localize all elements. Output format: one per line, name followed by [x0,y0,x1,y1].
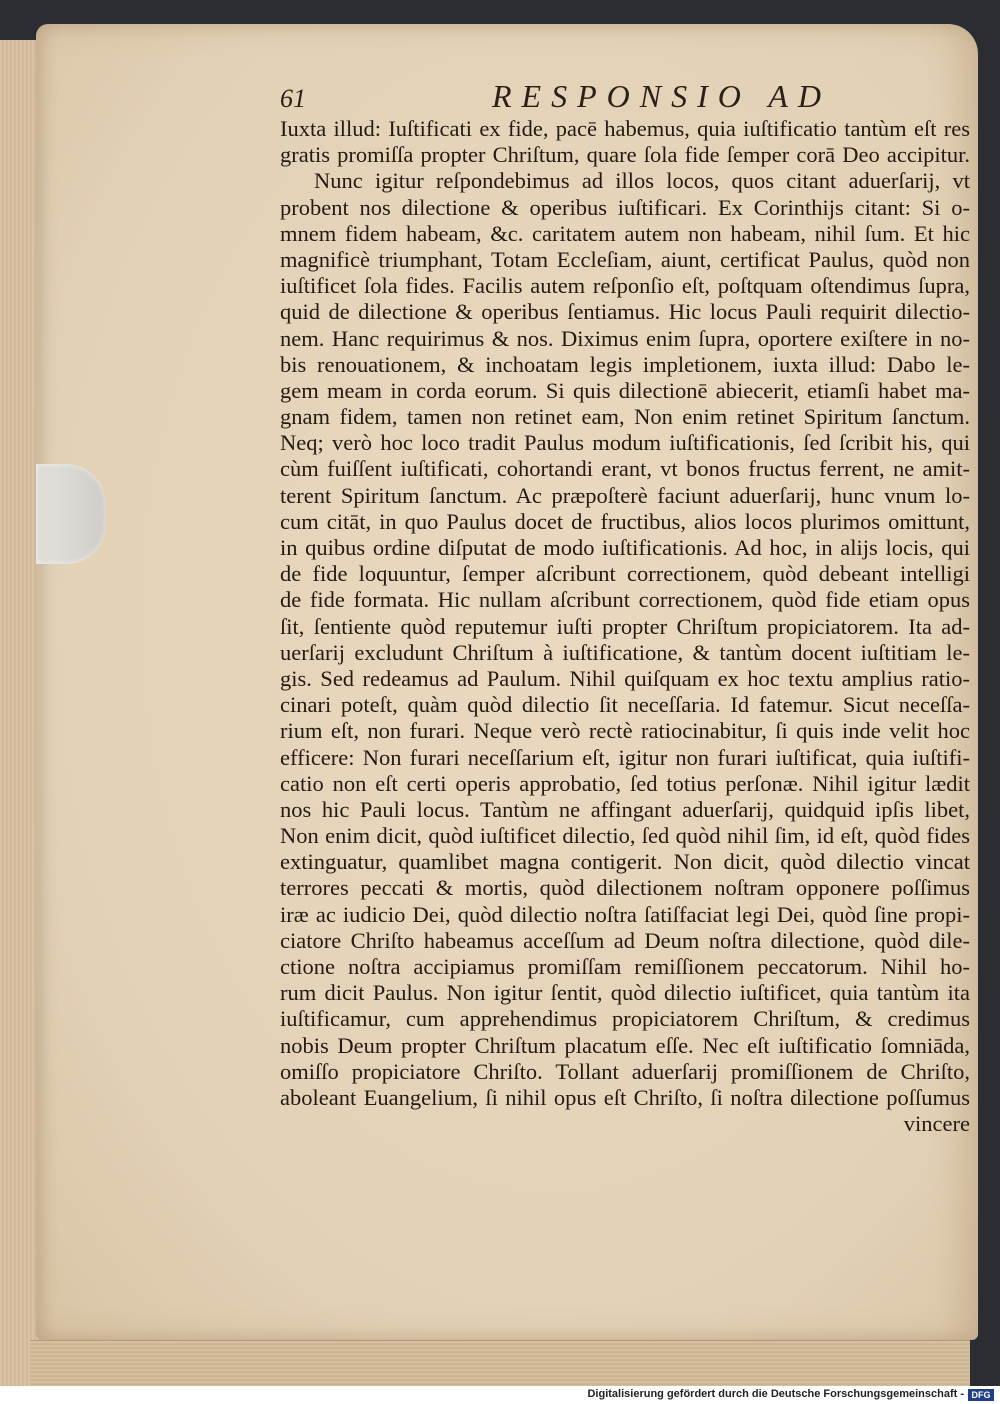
text-line: nobis Deum propter Chriſtum placatum eſſe. Nec eſt iuſtificatio ſomniāda, [280,1032,970,1058]
text-line: mnem fidem habeam, &c. caritatem autem non habeam, nihil ſum. Et hic [280,220,970,246]
text-line: gem meam in corda eorum. Si quis dilectionē abiecerit, etiamſi habet ma- [280,377,970,403]
page-number: 61 [280,84,306,113]
text-line: cum citāt, in quo Paulus docet de fructibus, alios locos plurimos omittunt, [280,508,970,534]
text-line: probent nos dilectione & operibus iuſtificari. Ex Corinthijs citant: Si o- [280,194,970,220]
text-line: Nunc igitur reſpondebimus ad illos locos, quos citant aduerſarij, vt [314,168,970,194]
text-line: aboleant Euangelium, ſi nihil opus eſt Chriſto, ſi noſtra dilectione poſſumus [280,1084,970,1110]
text-line: uerſarij excludunt Chriſtum à iuſtificatione, & tantùm docent iuſtitiam le- [280,639,970,665]
text-line: catio non eſt certi operis approbatio, ſed totius perſonæ. Nihil igitur lædit [280,770,970,796]
text-line: ctione noſtra accipiamus promiſſam remiſſionem peccatorum. Nihil ho- [280,954,970,979]
text-line: Non enim dicit, quòd iuſtificet dilectio, ſed quòd nihil ſim, id eſt, quòd fides [280,823,970,849]
dfg-logo-icon: DFG [968,1389,994,1401]
text-line: iræ ac iudicio Dei, quòd dilectio noſtra ſatiſfaciat legi Dei, quòd ſine propi- [280,901,970,927]
text-line: efficere: Non furari neceſſarium eſt, igitur non furari iuſtificat, quia iuſtifi- [280,744,970,770]
running-head: RESPONSIO AD [492,78,831,114]
text-line: rum dicit Paulus. Non igitur ſentit, quòd dilectio iuſtificet, quia tantùm ita [280,980,970,1006]
text-line: cinari poteſt, quàm quòd dilectio ſit neceſſaria. Id fatemur. Sicut neceſſa- [280,692,970,718]
book-bottom-edges [30,1340,970,1387]
text-line: quid de dilectione & operibus ſentiamus. Hic locus Pauli requirit dilectio- [280,299,970,325]
text-line: iuſtificet ſola fides. Facilis autem reſponſio eſt, poſtquam oſtendimus ſupra, [280,273,970,299]
text-line: gis. Sed redeamus ad Paulum. Nihil quiſquam ex hoc textu amplius ratio- [280,665,970,691]
text-line: iuſtificamur, cum apprehendimus propiciatorem Chriſtum, & credimus [280,1006,970,1032]
catchword: vincere [903,1111,970,1137]
text-line: de fide formata. Hic nullam aſcribunt correctionem, quòd fide etiam opus [280,587,970,613]
page-clip [36,464,106,564]
digitization-credit: Digitalisierung gefördert durch die Deutsche Forschungsgemeinschaft - [587,1388,964,1400]
body-text [280,116,970,1137]
text-line: ſit, ſentiente quòd reputemur iuſti propter Chriſtum propiciatorem. Ita ad- [280,613,970,639]
text-line: terrores peccati & mortis, quòd dilectionem noſtram opponere poſſimus [280,875,970,901]
text-line: cùm fuiſſent iuſtificati, cohortandi erant, vt bonos fructus ferrent, ne amit- [280,456,970,482]
text-line: magnificè triumphant, Totam Eccleſiam, aiunt, certificat Paulus, quòd non [280,246,970,272]
text-line: de fide loquuntur, ſemper aſcribunt correctionem, quòd debeant intelligi [280,561,970,587]
text-line: gratis promiſſa propter Chriſtum, quare ſola fide ſemper corā Deo accipitur. [280,142,970,168]
text-line: in quibus ordine diſputat de modo iuſtificationis. Ad hoc, in alijs locis, qui [280,535,970,560]
text-line: terent Spiritum ſanctum. Ac præpoſterè faciunt aduerſarij, hunc vnum lo- [280,482,970,508]
text-line: Neq; verò hoc loco tradit Paulus modum iuſtificationis, ſed ſcribit his, qui [280,430,970,456]
text-line: Iuxta illud: Iuſtificati ex fide, pacē habemus, quia iuſtificatio tantùm eſt res [280,116,970,141]
text-line: nos hic Pauli locus. Tantùm ne affingant aduerſarij, quidquid ipſis libet, [280,796,970,822]
text-line: rium eſt, non furari. Neque verò rectè ratiocinabitur, ſi quis inde velit hoc [280,718,970,744]
text-line: extinguatur, quamlibet magna contigerit. Non dicit, quòd dilectio vincat [280,849,970,875]
text-line: bis renouationem, & inchoatam legis impletionem, iuxta illud: Dabo le- [280,351,970,377]
text-line: nem. Hanc requirimus & nos. Diximus enim ſupra, oportere exiſtere in no- [280,325,970,351]
text-line: omiſſo propiciatore Chriſto. Tollant aduerſarij promiſſionem de Chriſto, [280,1058,970,1084]
text-line: gnam fidem, tamen non retinet eam, Non enim retinet Spiritum ſanctum. [280,404,970,430]
text-line: ciatore Chriſto habeamus acceſſum ad Deum noſtra dilectione, quòd dile- [280,927,970,953]
